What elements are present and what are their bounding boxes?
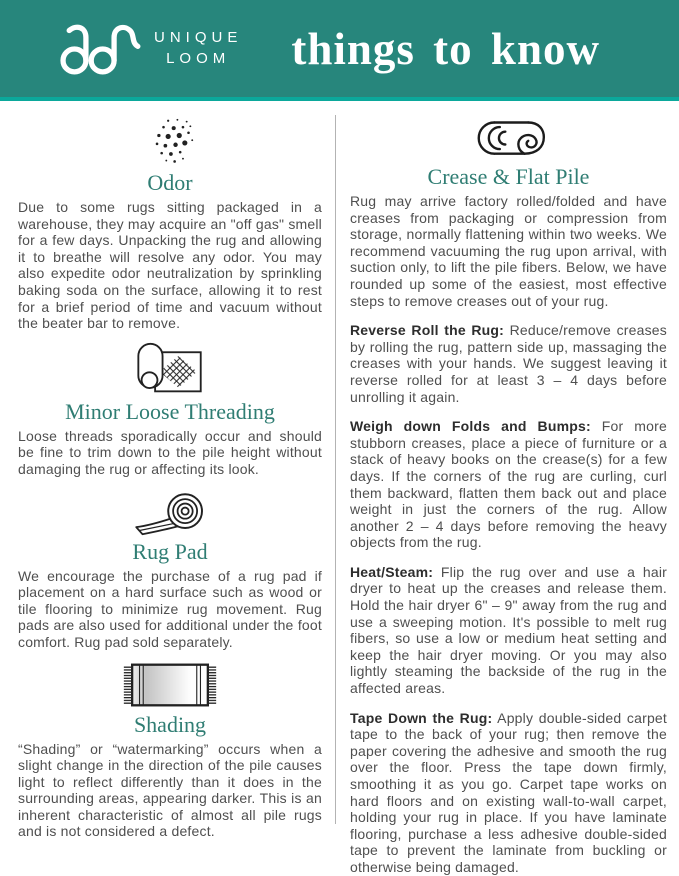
tip-text: Reduce/remove creases by rolling the rug, pattern side up, massaging the creases with your hands. We suggest leaving it reverse rolled for at least 3 – 4 days before unrolling it again. [350, 322, 667, 405]
section-rug-pad [18, 488, 322, 651]
tip-text: For more stubborn creases, place a piece of furniture or a stack of heavy books on the crease(s) for a few days. If the corners of the rug are curling, curl them backward, flatten them back out and place weight in just the corners of the rug. Allow another 2 – 4 days before removing the heavy objects from the rug. [350, 418, 668, 551]
brand-name [154, 28, 242, 69]
section-crease-flat-pile [350, 117, 667, 876]
tip-heat-steam [350, 564, 667, 697]
left-column [18, 115, 335, 840]
section-shading [18, 661, 322, 841]
section-body: We encourage the purchase of a rug pad if placement on a hard surface such as wood or tile flooring to minimize rug movement. Rug pads are also used for additional under the foot comfort. Rug pad sold separately. [18, 567, 322, 650]
section-heading: Odor [147, 170, 193, 195]
shaded-rug-icon [18, 661, 322, 709]
section-minor-loose-threading [18, 342, 322, 478]
brand-line-2: LOOM [166, 49, 231, 67]
tip-label: Reverse Roll the Rug: [350, 322, 505, 339]
section-heading: Minor Loose Threading [65, 398, 275, 424]
right-column [335, 115, 668, 875]
brand-logo [56, 18, 242, 80]
section-heading: Rug Pad [132, 538, 208, 564]
rolled-rug-crosshatch-icon [18, 342, 322, 396]
section-heading: Crease & Flat Pile [427, 164, 590, 189]
tip-text: Flip the rug over and use a hair dryer to heat up the creases and release them. Hold the hair dryer 6" – 9" away from the rug and use a sweeping motion. It's possible to melt rug fibers, so use a low or medium heat setting and keep the hair dryer moving. Or you may also lightly steaming the backside of the rug in the affected areas. [350, 563, 667, 697]
section-odor [18, 117, 322, 332]
section-heading: Shading [133, 711, 207, 737]
section-body: “Shading” or “watermarking” occurs when a slight change in the direction of the pile causes light to reflect differently than it does in the surrounding areas, appearing darker. This is an inherent characteristic of almost all pile rugs and is not considered a defect. [18, 740, 322, 840]
tip-tape-down [350, 710, 667, 876]
page-title: things to know [291, 23, 600, 74]
section-body: Loose threads sporadically occur and should be fine to trim down to the pile height without damaging the rug or affecting its look. [18, 427, 322, 477]
rug-pad-roll-icon [18, 488, 322, 536]
section-body: Due to some rugs sitting packaged in a warehouse, they may acquire an "off gas" smell for a few days. Unpacking the rug and allowing it to breathe will resolve any odor. You may also expedite odor neutralization by sprinkling baking soda on the surface, allowing it to rest for a brief period of time and vacuum without the beater bar to remove. [18, 199, 322, 332]
unique-loom-logo-icon [56, 18, 144, 80]
content-area [0, 101, 679, 875]
rolled-rug-spiral-icon [350, 117, 667, 161]
tip-weigh-down [350, 418, 667, 551]
header-banner [0, 0, 679, 101]
tip-label: Tape Down the Rug: [350, 709, 493, 726]
odor-dots-icon [18, 117, 322, 167]
tip-text: Apply double-sided carpet tape to the back of your rug; then remove the paper covering the adhesive and smooth the rug over the floor. Press the tape down firmly, smoothing it as you go. Carpet tape works on hard floors and on existing wall-to-wall carpet, holding your rug in place. If you have laminate flooring, purchase a less adhesive double-sided tape to prevent the laminate from buckling or otherwise being damaged. [350, 709, 668, 875]
section-intro: Rug may arrive factory rolled/folded and have creases from packaging or compression from storage, normally flattening within two weeks. We recommend vacuuming the rug upon arrival, with suction only, to lift the pile fibers. Below, we have rounded up some of the easiest, most effective steps to remove creases out of your rug. [350, 193, 667, 309]
tip-label: Weigh down Folds and Bumps: [350, 418, 591, 435]
tip-reverse-roll [350, 322, 667, 405]
brand-line-1: UNIQUE [154, 29, 243, 47]
tip-label: Heat/Steam: [350, 563, 434, 580]
